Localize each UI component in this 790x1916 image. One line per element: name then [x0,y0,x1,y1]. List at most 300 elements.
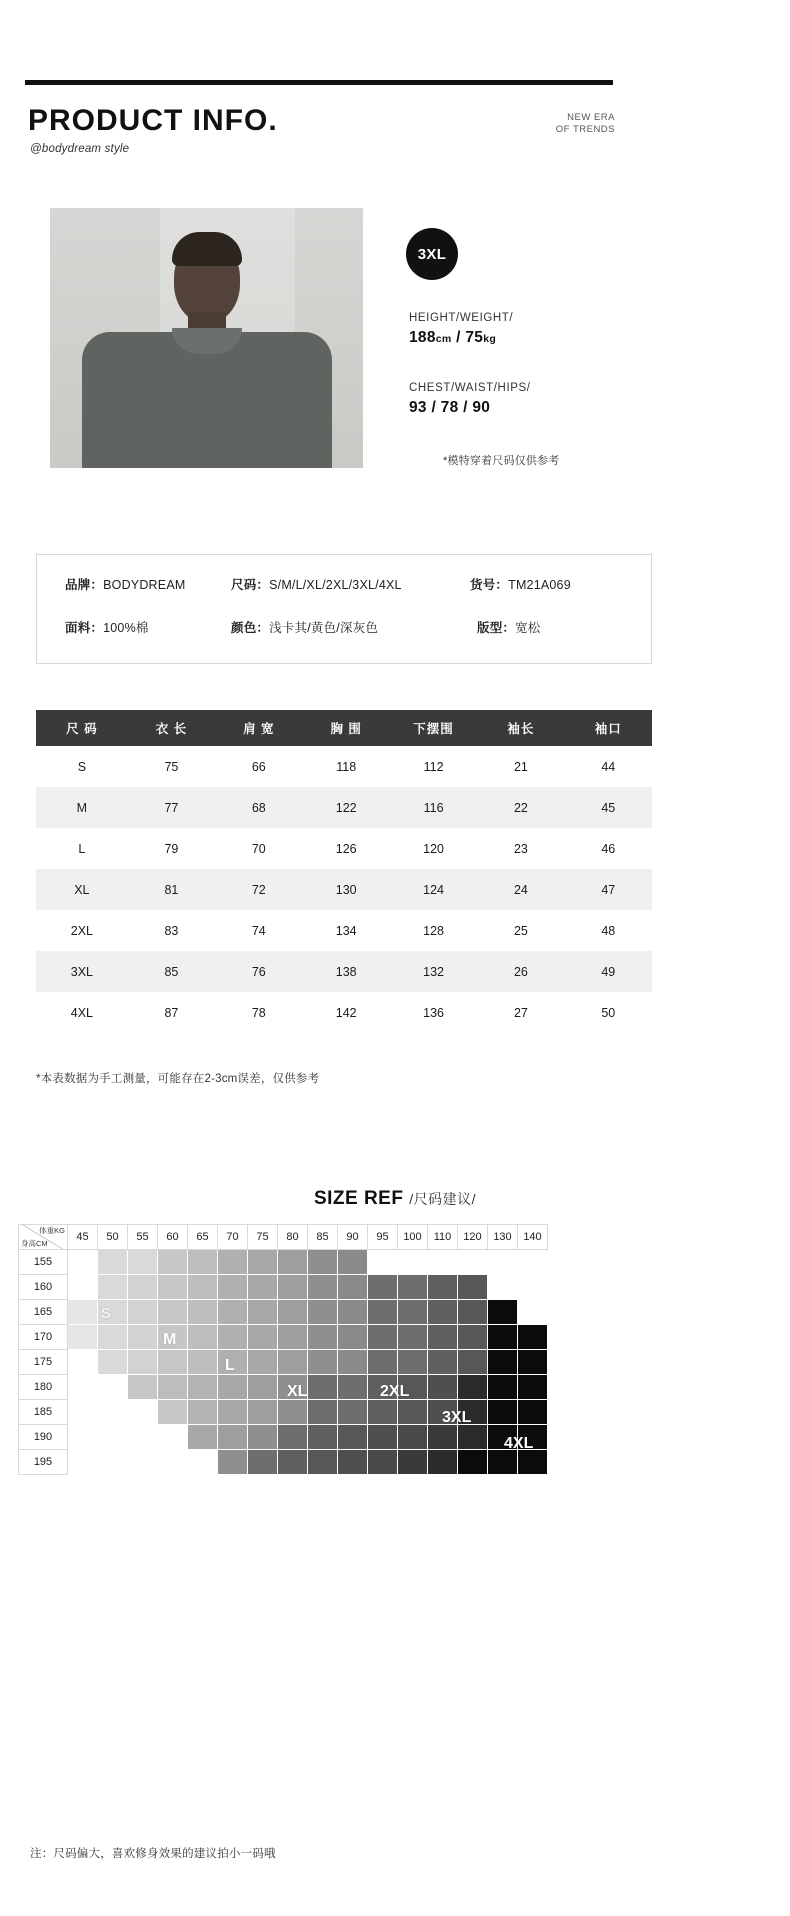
grid-cell [128,1375,158,1400]
grid-cell [518,1325,548,1350]
measurement-cell: 47 [601,882,616,897]
grid-cell [248,1250,278,1275]
grid-row [19,1275,548,1300]
grid-cell [158,1450,188,1475]
product-info-box [36,554,652,664]
grid-cell [248,1325,278,1350]
measurement-cell: 45 [601,800,616,815]
model-photo [50,208,363,468]
measurement-col-header: 袖长 [507,722,535,736]
info-fit [477,618,541,636]
grid-cell [368,1425,398,1450]
grid-cell [68,1400,98,1425]
fit-label: 版型： [477,621,516,635]
grid-cell [278,1300,308,1325]
tagline-line-1: NEW ERA [567,112,615,123]
grid-cell [488,1325,518,1350]
grid-weight-header: 60 [158,1225,188,1250]
table-row [36,910,652,951]
table-row [36,787,652,828]
grid-cell [308,1250,338,1275]
info-row-1 [37,575,651,619]
grid-cell [278,1325,308,1350]
grid-cell [308,1400,338,1425]
grid-cell [518,1275,548,1300]
sku-label: 货号： [470,578,509,592]
measurement-cell: 77 [164,800,179,815]
chest-waist-hips-value: 93 / 78 / 90 [409,399,491,416]
grid-height-header: 165 [19,1300,68,1325]
grid-cell [218,1350,248,1375]
grid-weight-header: 110 [428,1225,458,1250]
grid-cell [368,1450,398,1475]
sizes-value: S/M/L/XL/2XL/3XL/4XL [269,578,402,592]
grid-row [19,1300,548,1325]
grid-height-header: 175 [19,1350,68,1375]
grid-cell [98,1400,128,1425]
grid-height-header: 160 [19,1275,68,1300]
grid-cell [338,1375,368,1400]
size-ref-grid [18,1224,548,1475]
grid-cell [128,1350,158,1375]
table-row [36,746,652,787]
grid-cell [368,1325,398,1350]
measurement-size-cell: 3XL [70,964,93,979]
measurement-cell: 124 [423,882,444,897]
measurement-cell: 27 [513,1005,528,1020]
grid-cell [308,1425,338,1450]
grid-cell [248,1350,278,1375]
grid-size-label: L [225,1357,235,1374]
grid-cell [308,1300,338,1325]
measurement-col-header: 肩 宽 [243,722,275,736]
grid-weight-header: 140 [518,1225,548,1250]
grid-cell [248,1425,278,1450]
model-chest-waist-hips [409,382,531,417]
grid-cell [128,1425,158,1450]
grid-cell [188,1250,218,1275]
grid-cell [68,1275,98,1300]
grid-cell [278,1450,308,1475]
grid-cell [428,1450,458,1475]
grid-cell [458,1400,488,1425]
grid-cell [68,1450,98,1475]
measurement-cell: 48 [601,923,616,938]
grid-cell [248,1275,278,1300]
measurement-cell: 49 [601,964,616,979]
grid-cell [158,1425,188,1450]
grid-corner-header: 体重KG 身高CM [19,1225,68,1250]
grid-weight-header: 70 [218,1225,248,1250]
grid-cell [488,1400,518,1425]
grid-weight-header: 100 [398,1225,428,1250]
measurement-cell: 128 [423,923,444,938]
brand-handle: @bodydream style [30,143,130,155]
grid-cell [428,1325,458,1350]
grid-cell [398,1300,428,1325]
grid-cell [488,1425,518,1450]
height-weight-value [409,329,513,347]
grid-height-header: 195 [19,1450,68,1475]
header-tagline [556,112,615,136]
grid-cell [158,1400,188,1425]
grid-cell [338,1300,368,1325]
measurement-col-header: 胸 围 [330,722,362,736]
size-ref-title-en: SIZE REF [313,1188,404,1209]
grid-row [19,1425,548,1450]
grid-cell [158,1300,188,1325]
grid-cell [368,1275,398,1300]
measurement-cell: 21 [513,759,528,774]
grid-cell [488,1300,518,1325]
grid-cell [68,1250,98,1275]
height-number: 188 [409,329,436,346]
grid-cell [338,1400,368,1425]
measurement-cell: 79 [164,841,179,856]
grid-size-label: S [101,1305,112,1322]
grid-cell [398,1425,428,1450]
grid-weight-header: 50 [98,1225,128,1250]
measurement-col-header: 袖口 [594,722,622,736]
grid-cell [128,1450,158,1475]
grid-cell [428,1400,458,1425]
grid-cell [458,1300,488,1325]
grid-size-label: 3XL [442,1409,472,1426]
grid-cell [188,1400,218,1425]
grid-weight-header: 45 [68,1225,98,1250]
info-sku [470,575,571,593]
grid-height-header: 170 [19,1325,68,1350]
grid-cell [218,1300,248,1325]
info-sizes [231,575,402,593]
grid-size-label: XL [287,1383,308,1400]
fit-value: 宽松 [515,621,541,635]
grid-cell [428,1250,458,1275]
grid-cell [158,1350,188,1375]
measurement-cell: 72 [251,882,266,897]
grid-row [19,1375,548,1400]
grid-cell [368,1375,398,1400]
grid-cell [428,1275,458,1300]
grid-cell [338,1325,368,1350]
grid-cell [188,1375,218,1400]
weight-number: 75 [465,329,484,346]
grid-row [19,1400,548,1425]
brand-label: 品牌： [65,578,104,592]
measurement-table-header [36,710,652,746]
grid-cell [128,1400,158,1425]
model-hair [172,232,242,266]
grid-cell [188,1425,218,1450]
measurement-cell: 46 [601,841,616,856]
grid-cell [278,1400,308,1425]
grid-size-label: 4XL [504,1435,534,1452]
size-ref-note: 注：尺码偏大，喜欢修身效果的建议拍小一码哦 [30,1848,276,1860]
metric-separator: / [451,329,466,346]
grid-cell [518,1300,548,1325]
measurement-cell: 23 [513,841,528,856]
measurement-table-body [36,746,652,1033]
color-label: 颜色： [231,621,270,635]
height-weight-label: HEIGHT/WEIGHT/ [409,312,514,324]
size-ref-title [0,1188,790,1210]
grid-cell [218,1425,248,1450]
measurement-cell: 130 [335,882,357,897]
grid-cell [488,1450,518,1475]
page-title: PRODUCT INFO. [28,104,278,137]
measurement-cell: 22 [513,800,528,815]
info-brand [65,575,185,593]
grid-cell [98,1425,128,1450]
fabric-label: 面料： [65,621,104,635]
grid-cell [98,1300,128,1325]
grid-cell [248,1450,278,1475]
grid-height-header: 155 [19,1250,68,1275]
measurement-size-cell: L [78,841,86,856]
grid-cell [248,1375,278,1400]
grid-size-label: 2XL [380,1383,410,1400]
grid-weight-header: 85 [308,1225,338,1250]
model-footnote: *模特穿着尺码仅供参考 [443,455,560,467]
grid-cell [278,1425,308,1450]
grid-cell [98,1450,128,1475]
grid-cell [278,1350,308,1375]
grid-cell [518,1425,548,1450]
grid-cell [458,1450,488,1475]
grid-cell [188,1450,218,1475]
grid-size-label: M [163,1331,177,1348]
tagline-line-2: OF TRENDS [555,123,615,135]
grid-cell [488,1375,518,1400]
color-value: 浅卡其/黄色/深灰色 [269,621,379,635]
measurement-cell: 138 [335,964,357,979]
measurement-cell: 116 [423,800,444,815]
grid-cell [428,1350,458,1375]
grid-cell [308,1325,338,1350]
grid-cell [338,1450,368,1475]
grid-cell [188,1275,218,1300]
grid-cell [458,1425,488,1450]
table-row [36,828,652,869]
grid-weight-header: 80 [278,1225,308,1250]
grid-cell [158,1375,188,1400]
measurement-table [36,710,652,1033]
grid-cell [218,1450,248,1475]
measurement-cell: 87 [164,1005,179,1020]
measurement-cell: 76 [251,964,266,979]
grid-cell [68,1350,98,1375]
grid-cell [128,1300,158,1325]
grid-cell [518,1250,548,1275]
measurement-cell: 122 [335,800,357,815]
grid-cell [68,1300,98,1325]
measurement-col-header: 尺 码 [66,722,98,736]
measurement-cell: 134 [335,923,357,938]
measurement-cell: 112 [423,759,444,774]
grid-height-header: 185 [19,1400,68,1425]
grid-cell [518,1375,548,1400]
grid-cell [428,1300,458,1325]
grid-cell [398,1325,428,1350]
measurement-cell: 25 [513,923,528,938]
grid-cell [398,1375,428,1400]
measurement-col-header: 衣 长 [155,722,188,736]
measurement-size-cell: 4XL [70,1005,93,1020]
grid-cell [68,1425,98,1450]
measurement-size-cell: 2XL [70,923,93,938]
grid-cell [68,1375,98,1400]
grid-cell [248,1400,278,1425]
measurement-cell: 78 [251,1005,266,1020]
measurement-cell: 68 [251,800,266,815]
measurement-cell: 50 [601,1005,616,1020]
chest-waist-hips-label: CHEST/WAIST/HIPS/ [409,382,531,394]
info-fabric [65,618,149,636]
grid-cell [188,1350,218,1375]
measurement-cell: 85 [164,964,179,979]
grid-cell [398,1275,428,1300]
measurement-size-cell: XL [74,882,90,897]
measurement-cell: 126 [335,841,357,856]
measurement-size-cell: M [76,800,88,815]
grid-cell [338,1250,368,1275]
measurement-size-cell: S [77,759,87,774]
grid-cell [488,1350,518,1375]
measurement-cell: 120 [423,841,444,856]
grid-weight-header: 130 [488,1225,518,1250]
grid-row [19,1325,548,1350]
grid-cell [518,1350,548,1375]
fabric-value: 100%棉 [103,621,149,635]
grid-cell [368,1250,398,1275]
grid-cell [218,1375,248,1400]
measurement-cell: 75 [164,759,179,774]
grid-cell [158,1325,188,1350]
table-row [36,869,652,910]
grid-cell [488,1250,518,1275]
grid-cell [98,1325,128,1350]
measurement-cell: 24 [513,882,528,897]
table-row [36,992,652,1033]
model-size-badge: 3XL [406,228,458,280]
grid-row [19,1250,548,1275]
grid-cell [218,1275,248,1300]
grid-cell [218,1325,248,1350]
grid-cell [278,1275,308,1300]
measurement-cell: 74 [251,923,266,938]
grid-weight-header: 75 [248,1225,278,1250]
grid-row [19,1450,548,1475]
grid-cell [158,1275,188,1300]
grid-cell [278,1375,308,1400]
height-unit: cm [435,333,452,345]
measurement-cell: 81 [164,882,179,897]
grid-cell [218,1250,248,1275]
measurement-cell: 142 [335,1005,357,1020]
grid-cell [188,1300,218,1325]
measurement-cell: 70 [251,841,266,856]
sizes-label: 尺码： [231,578,270,592]
header-rule [25,80,613,85]
grid-cell [518,1400,548,1425]
grid-cell [68,1325,98,1350]
grid-cell [338,1350,368,1375]
info-row-2 [37,618,651,662]
grid-cell [128,1250,158,1275]
grid-weight-header: 90 [338,1225,368,1250]
grid-cell [488,1275,518,1300]
grid-cell [398,1450,428,1475]
grid-cell [98,1275,128,1300]
sku-value: TM21A069 [508,578,571,592]
measurement-cell: 83 [164,923,179,938]
measurement-cell: 44 [601,759,616,774]
grid-cell [248,1300,278,1325]
grid-cell [308,1375,338,1400]
grid-cell [368,1400,398,1425]
grid-height-header: 180 [19,1375,68,1400]
grid-cell [308,1275,338,1300]
grid-cell [128,1275,158,1300]
weight-unit: kg [483,333,497,345]
grid-cell [338,1425,368,1450]
model-height-weight [409,312,513,347]
grid-cell [308,1350,338,1375]
grid-weight-header: 95 [368,1225,398,1250]
grid-cell [98,1250,128,1275]
table-row [36,951,652,992]
info-color [231,618,378,636]
grid-row [19,1350,548,1375]
grid-cell [98,1375,128,1400]
grid-weight-header: 120 [458,1225,488,1250]
grid-cell [398,1250,428,1275]
grid-cell [458,1275,488,1300]
measurement-cell: 132 [423,964,444,979]
grid-weight-header: 65 [188,1225,218,1250]
grid-cell [458,1325,488,1350]
grid-cell [398,1400,428,1425]
measurement-cell: 26 [513,964,528,979]
grid-cell [368,1300,398,1325]
grid-cell [458,1250,488,1275]
grid-cell [428,1375,458,1400]
measurement-table-note: *本表数据为手工测量，可能存在2-3cm误差，仅供参考 [36,1073,320,1085]
grid-cell [218,1400,248,1425]
grid-cell [98,1350,128,1375]
measurement-cell: 136 [423,1005,444,1020]
grid-cell [188,1325,218,1350]
grid-cell [128,1325,158,1350]
grid-cell [338,1275,368,1300]
grid-cell [398,1350,428,1375]
measurement-col-header: 下摆围 [413,722,454,736]
grid-cell [458,1375,488,1400]
grid-cell [308,1450,338,1475]
grid-cell [458,1350,488,1375]
grid-cell [518,1450,548,1475]
grid-cell [368,1350,398,1375]
grid-cell [158,1250,188,1275]
grid-cell [428,1425,458,1450]
measurement-cell: 66 [251,759,266,774]
measurement-cell: 118 [336,759,357,774]
size-ref-title-cn: /尺码建议/ [409,1191,477,1207]
grid-height-header: 190 [19,1425,68,1450]
brand-value: BODYDREAM [103,578,186,592]
grid-cell [278,1250,308,1275]
grid-weight-header: 55 [128,1225,158,1250]
